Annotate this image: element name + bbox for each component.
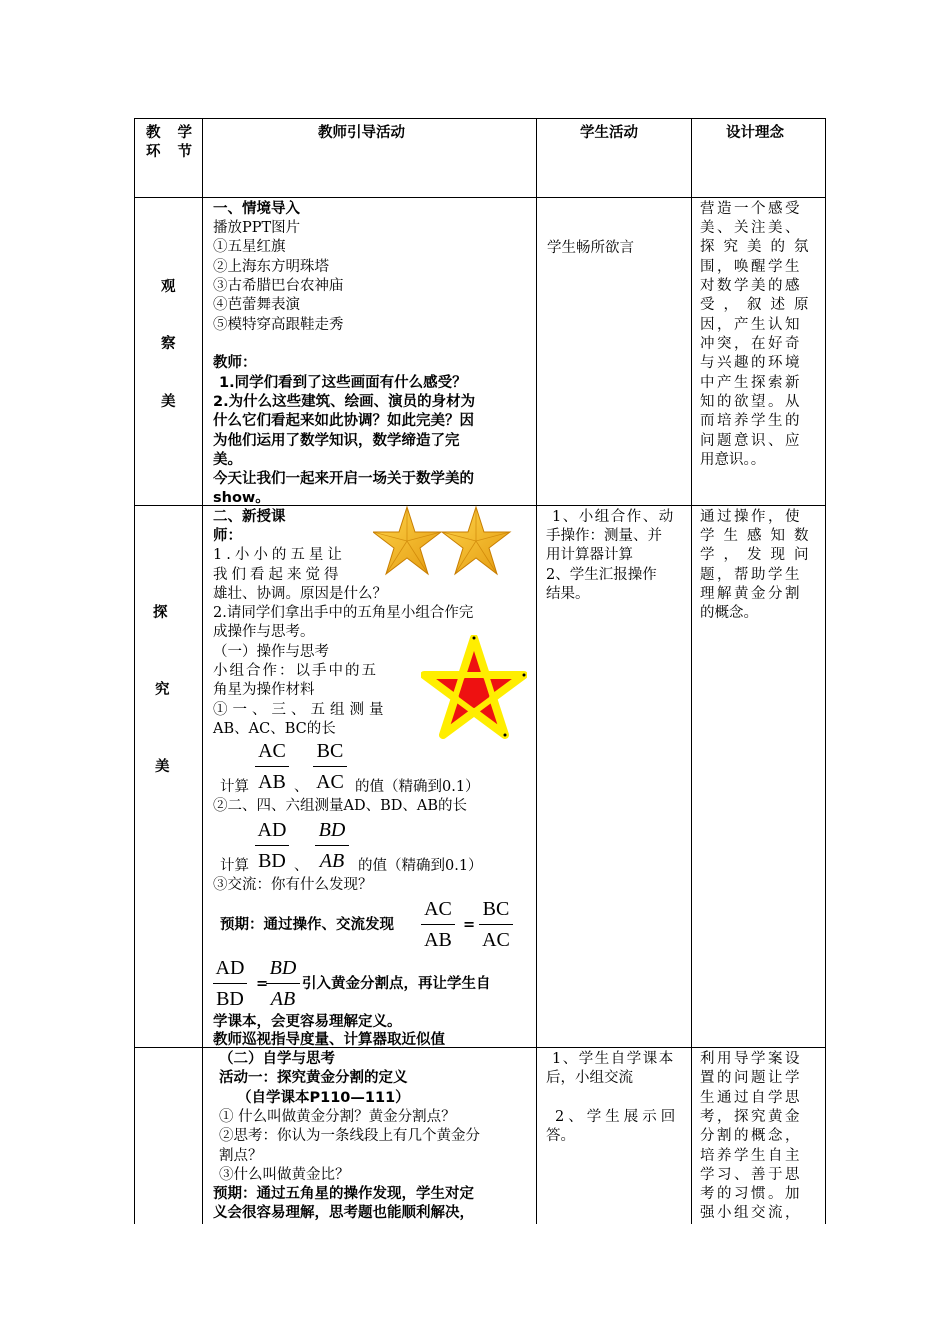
stage-char: 观 xyxy=(161,279,176,295)
design-line: 而培养学生的 xyxy=(700,413,802,429)
prediction-fraction-bc-ac xyxy=(479,896,513,953)
subsection-title: （二）自学与思考 xyxy=(219,1051,335,1067)
text-line: ②二、四、六组测量AD、BD、AB的长 xyxy=(213,798,468,814)
text-line: ③交流：你有什么发现？ xyxy=(213,877,373,893)
student-activity-line: 后，小组交流 xyxy=(546,1070,633,1086)
fraction-bd-ab xyxy=(315,817,349,874)
textbook-reference: （自学课本P110—111） xyxy=(237,1090,410,1106)
text-line: ④芭蕾舞表演 xyxy=(213,297,300,313)
design-line: 理解黄金分割 xyxy=(700,586,802,602)
header-stage-line1: 教 学 xyxy=(146,125,199,141)
stage-char: 究 xyxy=(155,682,170,698)
stage-char: 察 xyxy=(161,336,176,352)
design-line: 题，帮助学生 xyxy=(700,567,802,583)
prediction-text: 义会很容易理解，思考题也能顺利解决， xyxy=(213,1205,474,1221)
header-student-activity: 学生活动 xyxy=(580,125,638,141)
fraction-numerator: AD xyxy=(215,957,245,979)
design-line: 分割的概念， xyxy=(700,1128,802,1144)
text-line: AB、AC、BC的长 xyxy=(213,721,336,737)
calc-suffix: 的值（精确到0.1） xyxy=(355,779,480,795)
activity-title: 活动一：探究黄金分割的定义 xyxy=(219,1070,408,1086)
text-line: ⑤模特穿高跟鞋走秀 xyxy=(213,317,344,333)
gold-star-icon xyxy=(373,507,441,574)
question-line: ②思考：你认为一条线段上有几个黄金分 xyxy=(219,1128,480,1144)
closing-line: 今天让我们一起来开启一场关于数学美的 xyxy=(213,471,474,487)
table-col-divider xyxy=(536,118,537,1224)
design-line: 问题意识、应 xyxy=(700,433,802,449)
question-line: 割点？ xyxy=(219,1148,263,1164)
design-line: 知的欲望。从 xyxy=(700,394,802,410)
prediction-fraction-bd-ab xyxy=(266,955,300,1012)
calc-prefix: 计算 xyxy=(220,779,249,795)
prediction-text: 预期：通过五角星的操作发现，学生对定 xyxy=(213,1186,474,1202)
header-design-concept: 设计理念 xyxy=(726,125,784,141)
design-line: 培养学生自主 xyxy=(700,1148,802,1164)
design-line: 与兴趣的环境 xyxy=(700,355,802,371)
stage-char: 美 xyxy=(161,394,176,410)
table-border-top xyxy=(134,118,826,119)
question-line: ③什么叫做黄金比？ xyxy=(219,1167,350,1183)
design-line: 通过操作，使 xyxy=(700,509,802,525)
fraction-denominator: BD xyxy=(258,850,286,872)
fraction-numerator: AC xyxy=(258,740,286,762)
student-activity-line: 1、学生自学课本 xyxy=(552,1051,675,1067)
student-activity-line: 答。 xyxy=(546,1128,575,1144)
student-activity-text: 学生畅所欲言 xyxy=(547,240,634,256)
section-title: 二、新授课 xyxy=(213,509,286,525)
fraction-denominator: BD xyxy=(216,988,244,1010)
text-line: 我们看起来觉得 xyxy=(213,567,343,583)
equals-sign: = xyxy=(256,976,269,992)
stage-char: 探 xyxy=(153,605,168,621)
text-line: 小组合作：以手中的五 xyxy=(213,663,378,679)
design-line: 的概念。 xyxy=(700,605,758,621)
prediction-fraction-ac-ab xyxy=(421,896,455,953)
design-line: 用意识。。 xyxy=(700,452,766,468)
design-line: 探究美的氛 xyxy=(700,239,818,255)
section-title: 一、情境导入 xyxy=(213,201,300,217)
fraction-denominator: AB xyxy=(319,850,345,872)
calc-suffix: 的值（精确到0.1） xyxy=(358,858,483,874)
fraction-ac-ab xyxy=(255,738,289,795)
question-line: ① 什么叫做黄金分割？黄金分割点？ xyxy=(219,1109,456,1125)
fraction-denominator: AB xyxy=(258,771,286,793)
header-teacher-activity: 教师引导活动 xyxy=(318,125,405,141)
design-line: 学生感知数 xyxy=(700,528,818,544)
fraction-numerator: AC xyxy=(424,898,452,920)
text-line: 成操作与思考。 xyxy=(213,624,315,640)
separator: 、 xyxy=(294,858,309,874)
question-line: 1.同学们看到了这些画面有什么感受？ xyxy=(219,375,467,391)
text-line: ①一、三、五组测量 xyxy=(213,702,389,718)
design-line: 生通过自学思 xyxy=(700,1090,802,1106)
text-line: 角星为操作材料 xyxy=(213,682,315,698)
design-line: 受，叙述原 xyxy=(700,297,818,313)
teacher-label: 教师： xyxy=(213,355,257,371)
design-line: 考，探究黄金 xyxy=(700,1109,802,1125)
closing-line: show。 xyxy=(213,490,270,506)
fraction-numerator: BD xyxy=(318,819,346,841)
fraction-numerator: BD xyxy=(269,957,297,979)
text-line: 1.小小的五星让 xyxy=(213,547,346,563)
student-activity-line: 用计算器计算 xyxy=(546,547,633,563)
table-row-divider xyxy=(134,197,826,198)
design-line: 美、关注美、 xyxy=(700,220,802,236)
design-line: 对数学美的感 xyxy=(700,278,802,294)
student-activity-line: 手操作：测量、并 xyxy=(546,528,662,544)
table-border-left xyxy=(134,118,135,1224)
equals-sign: = xyxy=(463,917,476,933)
separator: 、 xyxy=(294,779,309,795)
prediction-text: 教师巡视指导度量、计算器取近似值 xyxy=(213,1032,445,1048)
design-line: 营造一个感受 xyxy=(700,201,802,217)
design-line: 因，产生认知 xyxy=(700,317,802,333)
design-line: 学习、善于思 xyxy=(700,1167,802,1183)
gold-star-icon xyxy=(442,507,510,574)
question-line: 美。 xyxy=(213,452,242,468)
subsection-title: （一）操作与思考 xyxy=(213,644,329,660)
student-activity-line: 2、学生展示回 xyxy=(555,1109,680,1125)
student-activity-line: 2、学生汇报操作 xyxy=(546,567,657,583)
text-line: 2.请同学们拿出手中的五角星小组合作完 xyxy=(213,605,474,621)
design-line: 考的习惯。加 xyxy=(700,1186,802,1202)
text-line: 播放PPT图片 xyxy=(213,220,301,236)
teacher-label: 师： xyxy=(213,528,242,544)
prediction-label: 预期：通过操作、交流发现 xyxy=(220,917,394,933)
prediction-text: 引入黄金分割点，再让学生自 xyxy=(302,976,491,992)
red-star-diagram-icon xyxy=(421,635,527,739)
question-line: 什么它们看起来如此协调？如此完美？因 xyxy=(213,413,474,429)
fraction-denominator: AC xyxy=(482,929,510,951)
text-line: ③古希腊巴台农神庙 xyxy=(213,278,344,294)
design-line: 强小组交流， xyxy=(700,1205,802,1221)
fraction-numerator: AD xyxy=(257,819,287,841)
design-line: 利用导学案设 xyxy=(700,1051,802,1067)
prediction-fraction-ad-bd xyxy=(213,955,247,1012)
student-activity-line: 结果。 xyxy=(546,586,590,602)
table-border-right xyxy=(825,118,826,1224)
design-line: 冲突，在好奇 xyxy=(700,336,802,352)
student-activity-line: 1、小组合作、动 xyxy=(552,509,675,525)
header-stage-line2: 环 节 xyxy=(146,144,199,160)
table-col-divider xyxy=(691,118,692,1224)
fraction-denominator: AB xyxy=(424,929,452,951)
design-line: 围，唤醒学生 xyxy=(700,259,802,275)
text-line: ①五星红旗 xyxy=(213,239,286,255)
design-line: 中产生探索新 xyxy=(700,375,802,391)
fraction-denominator: AB xyxy=(270,988,296,1010)
question-line: 为他们运用了数学知识，数学缔造了完 xyxy=(213,433,460,449)
prediction-text: 学课本，会更容易理解定义。 xyxy=(213,1014,402,1030)
text-line: 雄壮、协调。原因是什么？ xyxy=(213,586,387,602)
calc-prefix: 计算 xyxy=(220,858,249,874)
gold-star-pair xyxy=(373,505,513,585)
fraction-numerator: BC xyxy=(316,740,344,762)
table-col-divider xyxy=(202,118,203,1224)
fraction-denominator: AC xyxy=(316,771,344,793)
text-line: ②上海东方明珠塔 xyxy=(213,259,329,275)
fraction-bc-ac xyxy=(313,738,347,795)
question-line: 2.为什么这些建筑、绘画、演员的身材为 xyxy=(213,394,476,410)
stage-char: 美 xyxy=(155,759,170,775)
fraction-ad-bd xyxy=(255,817,289,874)
design-line: 学，发现问 xyxy=(700,547,818,563)
fraction-numerator: BC xyxy=(482,898,510,920)
design-line: 置的问题让学 xyxy=(700,1070,802,1086)
